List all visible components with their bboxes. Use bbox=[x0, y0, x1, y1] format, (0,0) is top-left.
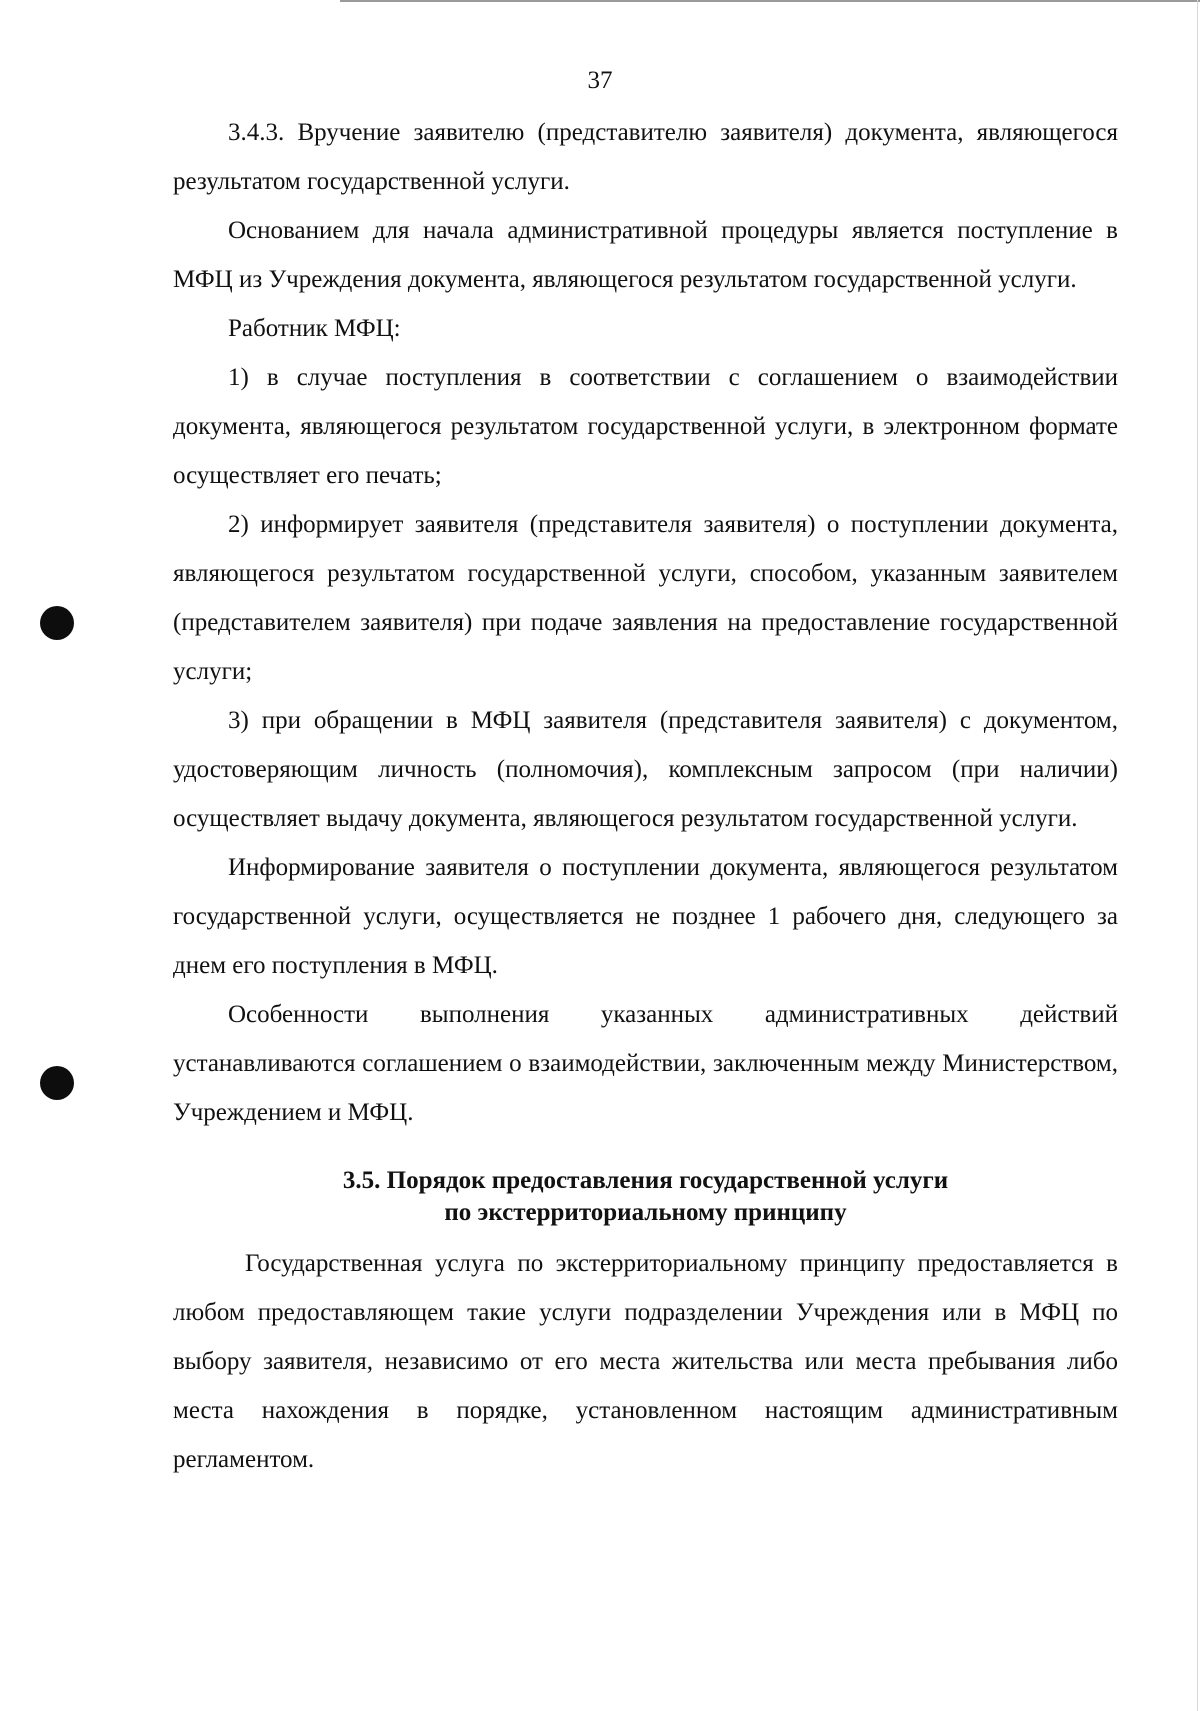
list-item-3: 3) при обращении в МФЦ заявителя (представителя заявителя) с документом, удостоверяющим личность (полномочия), комплексным запросом (при наличии) осуществляет выдачу документа, являющегося результатом государственной услуги. bbox=[173, 707, 1118, 832]
punch-hole-mark bbox=[40, 606, 74, 640]
list-item-2: 2) информирует заявителя (представителя заявителя) о поступлении документа, являющегося результатом государственной услуги, способом, указанным заявителем (представителем заявителя) при подаче заявления на предоставление государственной услуги; bbox=[173, 511, 1118, 685]
paragraph-basis: Основанием для начала административной процедуры является поступление в МФЦ из Учреждения документа, являющегося результатом государственной услуги. bbox=[173, 217, 1118, 293]
scan-top-edge bbox=[340, 0, 1200, 2]
section-title-line-1: 3.5. Порядок предоставления государственной услуги bbox=[342, 1167, 949, 1194]
scan-right-edge bbox=[1197, 0, 1198, 1711]
paragraph-informing: Информирование заявителя о поступлении документа, являющегося результатом государственной услуги, осуществляется не позднее 1 рабочего дня, следующего за днем его поступления в МФЦ. bbox=[173, 854, 1118, 979]
paragraph-3-4-3-heading: 3.4.3. Вручение заявителю (представителю заявителя) документа, являющегося результатом государственной услуги. bbox=[173, 119, 1118, 195]
paragraph-worker-intro: Работник МФЦ: bbox=[228, 315, 401, 342]
section-3-5-title bbox=[173, 1165, 1118, 1229]
page-number: 37 bbox=[587, 67, 613, 94]
section-title-line-2: по экстерриториальному принципу bbox=[444, 1199, 847, 1226]
document-body bbox=[173, 108, 1118, 1484]
paragraph-specifics: Особенности выполнения указанных административных действий устанавливаются соглашением о взаимодействии, заключенным между Министерством, Учреждением и МФЦ. bbox=[173, 1001, 1118, 1126]
section-3-5-body: Государственная услуга по экстерриториальному принципу предоставляется в любом предоставляющем такие услуги подразделении Учреждения или в МФЦ по выбору заявителя, независимо от его места жительства или места пребывания либо места нахождения в порядке, установленном настоящим административным регламентом. bbox=[173, 1250, 1118, 1473]
list-item-1: 1) в случае поступления в соответствии с соглашением о взаимодействии документа, являющегося результатом государственной услуги, в электронном формате осуществляет его печать; bbox=[173, 364, 1118, 489]
punch-hole-mark bbox=[40, 1066, 74, 1100]
